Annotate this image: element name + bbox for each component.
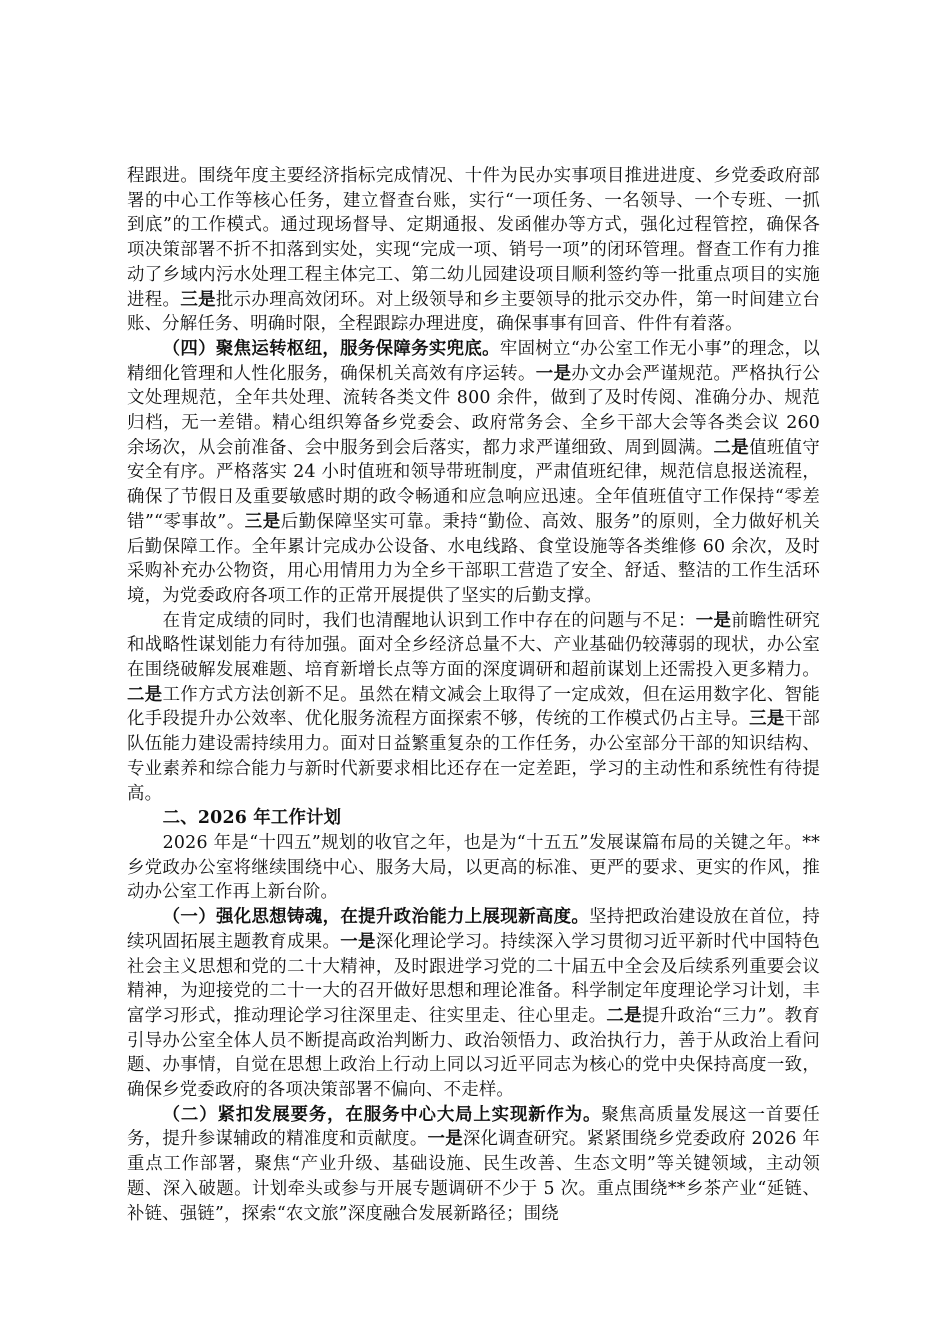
- text-run: 坚持把政治建设放在首位，持续巩固拓展主题教育成果。: [127, 907, 820, 952]
- bold-text-run: 三是: [244, 511, 281, 532]
- paragraph: [127, 905, 820, 1103]
- paragraph: [127, 337, 820, 609]
- text-run: 深化理论学习。持续深入学习贯彻习近平新时代中国特色社会主义思想和党的二十大精神，及时跟进学习党的二十届五中全会及后续系列重要会议精神，为迎接党的二十一大的召开做好思想和理论准备。科学制定年度理论学习计划，丰富学习形式，推动理论学习往深里走、往实里走、往心里走。: [127, 931, 820, 1026]
- text-run: 牢固树立“办公室工作无小事”的理念，以精细化管理和人性化服务，确保机关高效有序运转。: [127, 338, 820, 384]
- bold-text-run: 三是: [180, 289, 216, 310]
- text-run: 办文办会严谨规范。严格执行公文处理规范，全年共处理、流转各类文件 800 余件，做到了及时传阅、准确分办、规范归档，无一差错。精心组织筹备乡党委会、政府常务会、全乡干部大会等各类会议 260 余场次，从会前准备、会中服务到会后落实，都力求严谨细致、周到圆满。: [127, 363, 820, 458]
- text-run: 深化调查研究。紧紧围绕乡党委政府 2026 年重点工作部署，聚焦“产业升级、基础设施、民生改善、生态文明”等关键领域，主动领题、深入破题。计划牵头或参与开展专题调研不少于 5 次。重点围绕**乡茶产业“延链、补链、强链”，探索“农文旅”深度融合发展新路径；围绕: [127, 1129, 820, 1224]
- text-run: 工作方式方法创新不足。虽然在精文减会上取得了一定成效，但在运用数字化、智能化手段提升办公效率、优化服务流程方面探索不够，传统的工作模式仍占主导。: [127, 684, 821, 730]
- bold-text-run: 二、2026 年工作计划: [162, 808, 342, 829]
- bold-text-run: 三是: [749, 709, 785, 730]
- bold-text-run: （二）紧扣发展要务，在服务中心大局上实现新作为。: [162, 1104, 602, 1125]
- paragraph: [127, 1103, 820, 1227]
- text-run: 批示办理高效闭环。对上级领导和乡主要领导的批示交办件，第一时间建立台账、分解任务、明确时限，全程跟踪办理进度，确保事事有回音、件件有着落。: [127, 289, 820, 335]
- text-run: 提升政治“三力”。教育引导办公室全体人员不断提高政治判断力、政治领悟力、政治执行力，善于从政治上看问题、办事情，自觉在思想上政治上行动上同以习近平同志为核心的党中央保持高度一致，确保乡党委政府的各项决策部署不偏向、不走样。: [127, 1005, 821, 1101]
- text-run: 干部队伍能力建设需持续用力。面对日益繁重复杂的工作任务，办公室部分干部的知识结构、专业素养和综合能力与新时代新要求相比还存在一定差距，学习的主动性和系统性有待提高。: [127, 709, 820, 804]
- bold-text-run: 二是: [713, 437, 750, 458]
- bold-text-run: 一是: [695, 610, 732, 631]
- section-heading: [127, 806, 820, 831]
- text-run: 聚焦高质量发展这一首要任务，提升参谋辅政的精准度和贡献度。: [127, 1104, 820, 1150]
- text-run: 值班值守安全有序。严格落实 24 小时值班和领导带班制度，严肃值班纪律，规范信息报送流程，确保了节假日及重要敏感时期的政令畅通和应急响应迅速。全年值班值守工作保持“零差错”“零事故”。: [127, 437, 820, 532]
- text-run: 后勤保障坚实可靠。秉持“勤俭、高效、服务”的原则，全力做好机关后勤保障工作。全年累计完成办公设备、水电线路、食堂设施等各类维修 60 余次，及时采购补充办公物资，用心用情用力为全乡干部职工营造了安全、舒适、整洁的工作生活环境，为党委政府各项工作的正常开展提供了坚实的后勤支撑。: [127, 511, 821, 606]
- bold-text-run: 一是: [340, 931, 376, 952]
- bold-text-run: 一是: [427, 1129, 463, 1150]
- bold-text-run: 二是: [606, 1005, 642, 1026]
- paragraph: [127, 609, 820, 807]
- text-run: 在肯定成绩的同时，我们也清醒地认识到工作中存在的问题与不足：: [162, 610, 696, 631]
- text-run: 程跟进。围绕年度主要经济指标完成情况、十件为民办实事项目推进进度、乡党委政府部署的中心工作等核心任务，建立督查台账，实行“一项任务、一名领导、一个专班、一抓到底”的工作模式。通过现场督导、定期通报、发函催办等方式，强化过程管控，确保各项决策部署不折不扣落到实处，实现“完成一项、销号一项”的闭环管理。督查工作有力推动了乡域内污水处理工程主体完工、第二幼儿园建设项目顺利签约等一批重点项目的实施进程。: [127, 166, 820, 310]
- paragraph: [127, 831, 820, 905]
- bold-text-run: （一）强化思想铸魂，在提升政治能力上展现新高度。: [162, 907, 590, 928]
- bold-text-run: 一是: [535, 363, 572, 384]
- document-body: [127, 164, 820, 1226]
- paragraph: [127, 164, 820, 337]
- text-run: 2026 年是“十四五”规划的收官之年，也是为“十五五”发展谋篇布局的关键之年。**乡党政办公室将继续围绕中心、服务大局，以更高的标准、更严的要求、更实的作风，推动办公室工作再上新台阶。: [127, 832, 820, 903]
- bold-text-run: （四）聚焦运转枢纽，服务保障务实兜底。: [162, 338, 500, 359]
- text-run: 前瞻性研究和战略性谋划能力有待加强。面对全乡经济总量不大、产业基础仍较薄弱的现状，办公室在围绕破解发展难题、培育新增长点等方面的深度调研和超前谋划上还需投入更多精力。: [127, 610, 820, 681]
- bold-text-run: 二是: [127, 684, 163, 705]
